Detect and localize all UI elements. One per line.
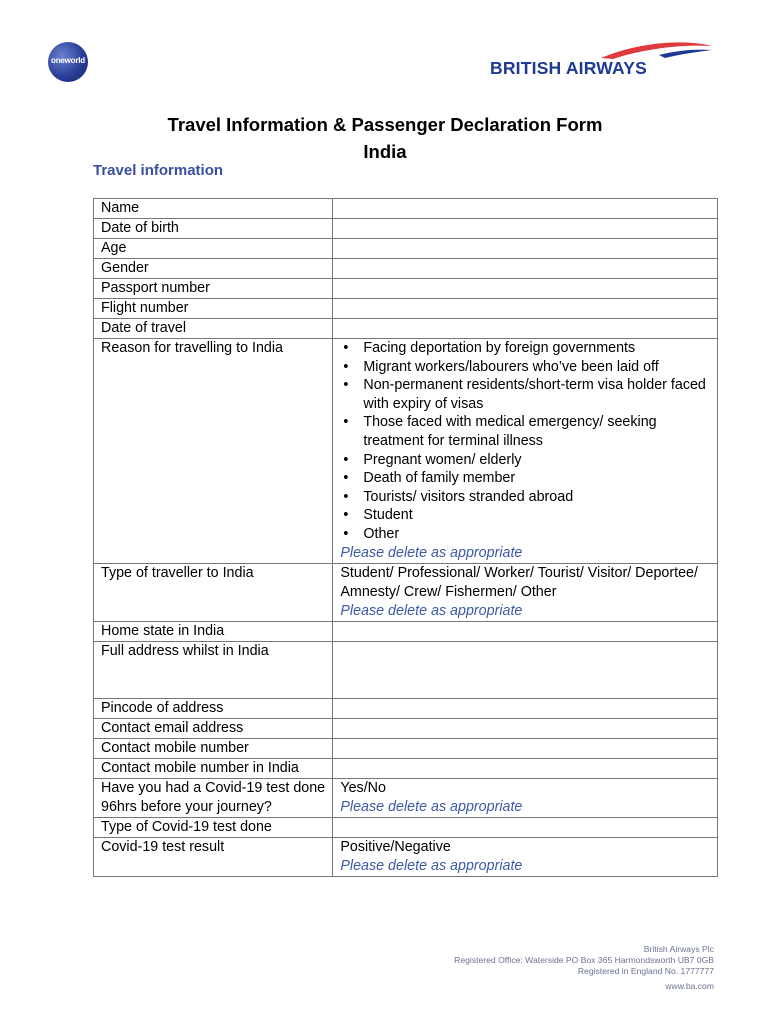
table-row (94, 219, 718, 239)
flight-number-field[interactable] (333, 299, 718, 319)
table-row (94, 738, 718, 758)
table-row (94, 563, 718, 621)
label-passport-number: Passport number (94, 279, 333, 299)
label-name: Name (94, 199, 333, 219)
oneworld-logo-text: oneworld (51, 56, 85, 65)
page-title: Travel Information & Passenger Declaration Form (167, 114, 603, 135)
reason-option: • Facing deportation by foreign governments (363, 339, 717, 358)
covid-test-field[interactable] (333, 778, 718, 817)
reason-option: • Tourists/ visitors stranded abroad (363, 488, 717, 507)
table-row (94, 239, 718, 259)
reason-option: • Those faced with medical emergency/ seeking treatment for terminal illness (363, 413, 717, 450)
label-date-of-travel: Date of travel (94, 319, 333, 339)
delete-hint: Please delete as appropriate (340, 798, 523, 815)
table-row (94, 339, 718, 564)
label-full-address: Full address whilst in India (94, 641, 333, 698)
table-row (94, 259, 718, 279)
contact-mobile-field[interactable] (333, 738, 718, 758)
table-row (94, 279, 718, 299)
label-covid-test: Have you had a Covid-19 test done 96hrs before your journey? (94, 778, 333, 817)
covid-test-result-field[interactable] (333, 837, 718, 876)
reason-for-travel-field[interactable] (333, 339, 718, 564)
covid-test-options: Yes/No (340, 779, 386, 796)
british-airways-logo (488, 40, 728, 82)
label-flight-number: Flight number (94, 299, 333, 319)
footer-website[interactable]: www.ba.com (665, 981, 714, 991)
label-pincode: Pincode of address (94, 698, 333, 718)
page-subtitle: India (363, 141, 407, 162)
delete-hint: Please delete as appropriate (340, 544, 523, 561)
age-field[interactable] (333, 239, 718, 259)
delete-hint: Please delete as appropriate (340, 857, 523, 874)
oneworld-logo (48, 42, 88, 82)
section-heading: Travel information (93, 162, 224, 179)
reason-option: • Student (363, 506, 717, 525)
label-home-state: Home state in India (94, 621, 333, 641)
full-address-field[interactable] (333, 641, 718, 698)
pincode-field[interactable] (333, 698, 718, 718)
table-row (94, 778, 718, 817)
footer-office: Registered Office: Waterside PO Box 365 Harmondsworth UB7 0GB (454, 955, 714, 965)
traveller-type-field[interactable] (333, 563, 718, 621)
date-of-travel-field[interactable] (333, 319, 718, 339)
label-contact-mobile: Contact mobile number (94, 738, 333, 758)
table-row (94, 837, 718, 876)
reason-option: • Migrant workers/labourers who’ve been laid off (363, 358, 717, 377)
label-age: Age (94, 239, 333, 259)
name-field[interactable] (333, 199, 718, 219)
label-covid-test-type: Type of Covid-19 test done (94, 817, 333, 837)
table-row (94, 299, 718, 319)
reason-option: • Pregnant women/ elderly (363, 451, 717, 470)
footer-company-info (454, 944, 714, 977)
reason-options-list (340, 339, 717, 544)
home-state-field[interactable] (333, 621, 718, 641)
date-of-birth-field[interactable] (333, 219, 718, 239)
table-row (94, 621, 718, 641)
label-gender: Gender (94, 259, 333, 279)
table-row (94, 758, 718, 778)
travel-information-table (93, 198, 718, 877)
traveller-type-options: Student/ Professional/ Worker/ Tourist/ Visitor/ Deportee/ Amnesty/ Crew/ Fishermen/ Other (340, 564, 698, 600)
reason-option: • Non-permanent residents/short-term visa holder faced with expiry of visas (363, 376, 717, 413)
table-row (94, 319, 718, 339)
delete-hint: Please delete as appropriate (340, 602, 523, 619)
label-date-of-birth: Date of birth (94, 219, 333, 239)
footer-company: British Airways Plc (643, 944, 714, 954)
contact-mobile-india-field[interactable] (333, 758, 718, 778)
label-reason-for-travel: Reason for travelling to India (94, 339, 333, 564)
reason-option: • Other (363, 525, 717, 544)
airline-name: BRITISH AIRWAYS (490, 58, 647, 78)
label-traveller-type: Type of traveller to India (94, 563, 333, 621)
passport-number-field[interactable] (333, 279, 718, 299)
table-row (94, 817, 718, 837)
contact-email-field[interactable] (333, 718, 718, 738)
gender-field[interactable] (333, 259, 718, 279)
label-covid-test-result: Covid-19 test result (94, 837, 333, 876)
table-row (94, 698, 718, 718)
table-row (94, 718, 718, 738)
footer-registration: Registered in England No. 1777777 (577, 966, 714, 976)
covid-result-options: Positive/Negative (340, 838, 451, 855)
table-row (94, 199, 718, 219)
reason-option: • Death of family member (363, 469, 717, 488)
label-contact-email: Contact email address (94, 718, 333, 738)
label-contact-mobile-india: Contact mobile number in India (94, 758, 333, 778)
table-row (94, 641, 718, 698)
covid-test-type-field[interactable] (333, 817, 718, 837)
